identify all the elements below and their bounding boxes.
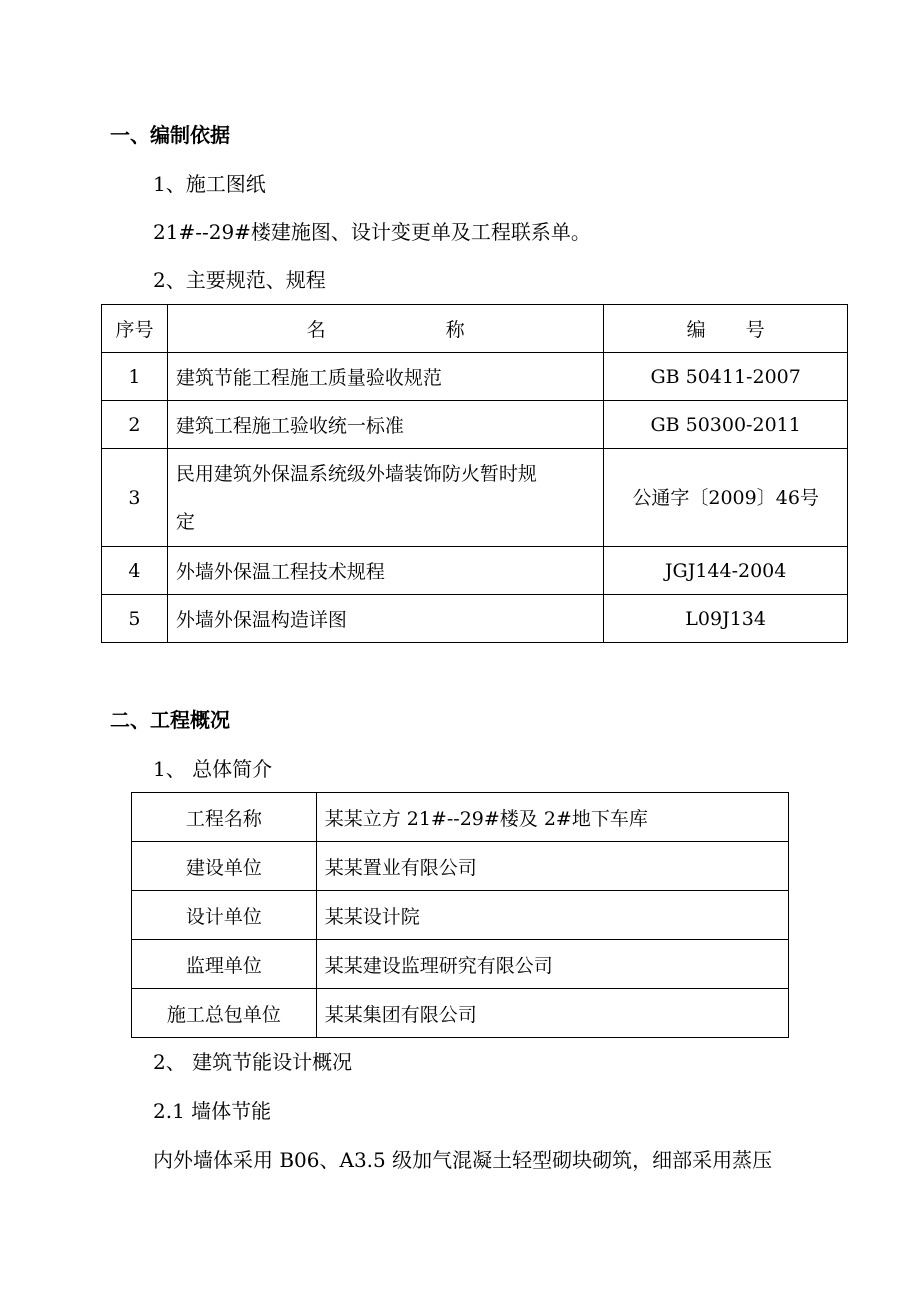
table-row xyxy=(102,353,848,401)
overview-table xyxy=(131,792,789,1038)
specs-table-header xyxy=(102,305,848,353)
header-code xyxy=(604,305,848,353)
row-label: 工程名称 xyxy=(132,793,317,842)
row-index: 3 xyxy=(102,449,168,547)
header-code-char-2: 号 xyxy=(745,319,765,341)
subheading-wall-energy: 2.1 墙体节能 xyxy=(153,1099,272,1123)
row-label: 监理单位 xyxy=(132,940,317,989)
row-name: 外墙外保温工程技术规程 xyxy=(167,547,603,595)
row-code: 公通字〔2009〕46号 xyxy=(604,449,848,547)
row-label: 设计单位 xyxy=(132,891,317,940)
table-row xyxy=(132,989,789,1038)
subheading-specs: 2、主要规范、规程 xyxy=(153,268,326,292)
row-value: 某某立方 21#--29#楼及 2#地下车库 xyxy=(316,793,788,842)
subheading-drawings: 1、施工图纸 xyxy=(153,172,266,196)
specs-table xyxy=(101,304,848,643)
row-code: L09J134 xyxy=(604,595,848,643)
row-label: 建设单位 xyxy=(132,842,317,891)
row-name: 建筑节能工程施工质量验收规范 xyxy=(167,353,603,401)
header-name xyxy=(167,305,603,353)
header-name-char-1: 名 xyxy=(306,319,326,341)
table-row xyxy=(132,842,789,891)
table-row xyxy=(102,595,848,643)
table-row xyxy=(132,793,789,842)
row-name-line-2: 定 xyxy=(175,510,195,533)
subheading-general: 1、 总体简介 xyxy=(153,757,273,781)
drawings-text: 21#--29#楼建施图、设计变更单及工程联系单。 xyxy=(153,220,591,244)
row-label: 施工总包单位 xyxy=(132,989,317,1038)
table-row xyxy=(102,449,848,547)
row-name-line-1: 民用建筑外保温系统级外墙装饰防火暂时规 xyxy=(175,462,537,485)
wall-energy-text: 内外墙体采用 B06、A3.5 级加气混凝土轻型砌块砌筑，细部采用蒸压 xyxy=(153,1148,773,1172)
header-code-char-1: 编 xyxy=(686,319,706,341)
subheading-energy-design: 2、 建筑节能设计概况 xyxy=(153,1050,353,1074)
table-row xyxy=(132,891,789,940)
row-index: 4 xyxy=(102,547,168,595)
row-code: GB 50411-2007 xyxy=(604,353,848,401)
row-value: 某某设计院 xyxy=(316,891,788,940)
table-row xyxy=(102,547,848,595)
row-value: 某某建设监理研究有限公司 xyxy=(316,940,788,989)
row-index: 1 xyxy=(102,353,168,401)
section-heading-overview: 二、工程概况 xyxy=(110,708,230,732)
table-row xyxy=(132,940,789,989)
header-index: 序号 xyxy=(102,305,168,353)
row-name: 外墙外保温构造详图 xyxy=(167,595,603,643)
row-name: 建筑工程施工验收统一标准 xyxy=(167,401,603,449)
row-index: 5 xyxy=(102,595,168,643)
header-name-char-2: 称 xyxy=(445,319,465,341)
section-heading-basis: 一、编制依据 xyxy=(110,123,230,147)
row-value: 某某集团有限公司 xyxy=(316,989,788,1038)
row-value: 某某置业有限公司 xyxy=(316,842,788,891)
row-code: GB 50300-2011 xyxy=(604,401,848,449)
row-name xyxy=(167,449,603,547)
row-index: 2 xyxy=(102,401,168,449)
table-row xyxy=(102,401,848,449)
row-code: JGJ144-2004 xyxy=(604,547,848,595)
